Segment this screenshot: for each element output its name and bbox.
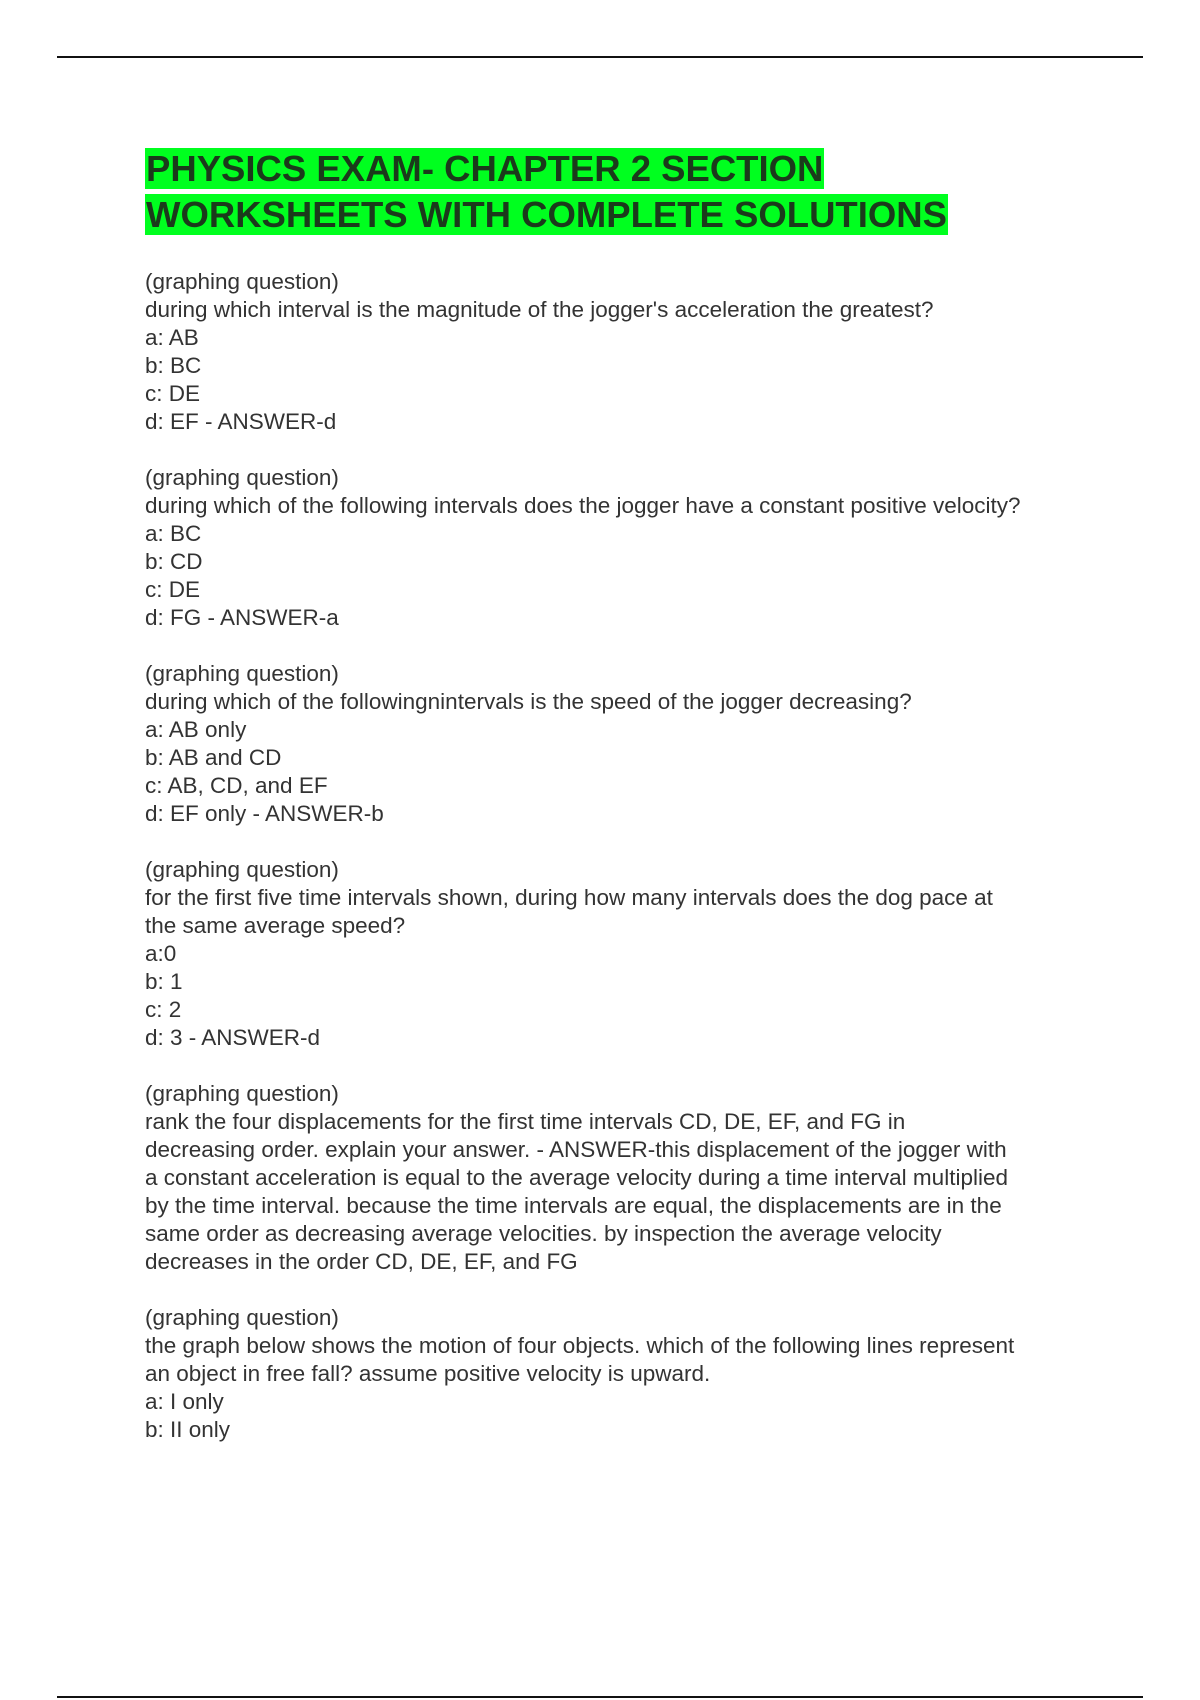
question-block-3 xyxy=(145,660,1100,828)
answer-option: a: AB only xyxy=(145,717,247,742)
answer-option: b: AB and CD xyxy=(145,745,282,770)
answer-option: b: CD xyxy=(145,549,203,574)
answer-option: d: 3 - ANSWER-d xyxy=(145,1025,321,1050)
answer-option: d: EF only - ANSWER-b xyxy=(145,801,384,826)
question-prompt: during which of the following intervals does the jogger have a constant positive velocity? xyxy=(145,493,1021,518)
question-text-line: same order as decreasing average velocities. by inspection the average velocity xyxy=(145,1221,942,1246)
question-text-line: decreases in the order CD, DE, EF, and FG xyxy=(145,1249,578,1274)
answer-option: c: 2 xyxy=(145,997,182,1022)
question-tag: (graphing question) xyxy=(145,661,339,686)
document-body xyxy=(145,268,1100,1472)
question-tag: (graphing question) xyxy=(145,1081,339,1106)
question-prompt: during which interval is the magnitude of the jogger's acceleration the greatest? xyxy=(145,297,934,322)
question-text-line: decreasing order. explain your answer. - ANSWER-this displacement of the jogger with xyxy=(145,1137,1007,1162)
answer-option: b: 1 xyxy=(145,969,183,994)
answer-option: c: AB, CD, and EF xyxy=(145,773,328,798)
answer-option: a: AB xyxy=(145,325,199,350)
answer-option: d: EF - ANSWER-d xyxy=(145,409,337,434)
answer-option: c: DE xyxy=(145,577,201,602)
answer-option: a: I only xyxy=(145,1389,224,1414)
question-tag: (graphing question) xyxy=(145,1305,339,1330)
footer-rule xyxy=(57,1696,1143,1698)
question-prompt-line-2: an object in free fall? assume positive velocity is upward. xyxy=(145,1361,711,1386)
answer-option: b: BC xyxy=(145,353,202,378)
question-tag: (graphing question) xyxy=(145,857,339,882)
answer-option: c: DE xyxy=(145,381,201,406)
question-text-line: by the time interval. because the time intervals are equal, the displacements are in the xyxy=(145,1193,1002,1218)
answer-option: b: II only xyxy=(145,1417,231,1442)
answer-option: d: FG - ANSWER-a xyxy=(145,605,339,630)
question-block-6 xyxy=(145,1304,1100,1444)
question-prompt: during which of the followingnintervals is the speed of the jogger decreasing? xyxy=(145,689,912,714)
header-rule xyxy=(57,56,1143,58)
question-text-line: a constant acceleration is equal to the average velocity during a time interval multiplied xyxy=(145,1165,1008,1190)
question-block-1 xyxy=(145,268,1100,436)
question-prompt-line-1: for the first five time intervals shown, during how many intervals does the dog pace at xyxy=(145,885,993,910)
question-tag: (graphing question) xyxy=(145,269,339,294)
answer-option: a:0 xyxy=(145,941,177,966)
question-prompt-line-2: the same average speed? xyxy=(145,913,406,938)
answer-option: a: BC xyxy=(145,521,202,546)
question-block-2 xyxy=(145,464,1100,632)
page-title xyxy=(145,146,1105,238)
title-line-2: WORKSHEETS WITH COMPLETE SOLUTIONS xyxy=(146,194,947,235)
question-text-line: rank the four displacements for the first time intervals CD, DE, EF, and FG in xyxy=(145,1109,906,1134)
question-block-4 xyxy=(145,856,1100,1052)
question-tag: (graphing question) xyxy=(145,465,339,490)
title-line-1: PHYSICS EXAM- CHAPTER 2 SECTION xyxy=(146,148,824,189)
question-prompt-line-1: the graph below shows the motion of four objects. which of the following lines represent xyxy=(145,1333,1015,1358)
question-block-5 xyxy=(145,1080,1100,1276)
